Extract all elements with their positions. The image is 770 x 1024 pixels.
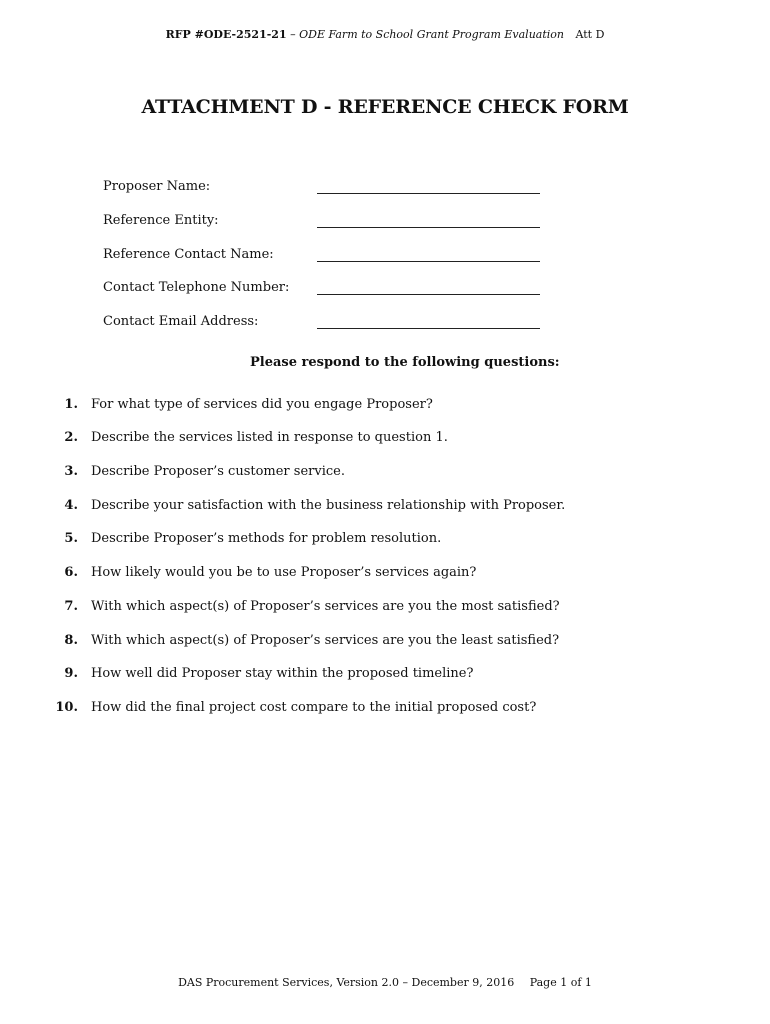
page-title: ATTACHMENT D - REFERENCE CHECK FORM [141, 96, 629, 118]
question-text: Describe Proposer’s methods for problem resolution. [91, 531, 442, 546]
field-label: Contact Email Address: [103, 314, 259, 329]
question-item [50, 700, 740, 720]
blank-line [317, 261, 540, 262]
field-label: Contact Telephone Number: [103, 280, 290, 295]
question-item [50, 498, 740, 518]
attachment-label: Att D [575, 28, 605, 41]
question-text: Describe the services listed in response to question 1. [91, 430, 448, 445]
page-number: Page 1 of 1 [529, 976, 592, 989]
question-item [50, 633, 740, 653]
question-number: 7. [64, 599, 78, 614]
blank-line [317, 328, 540, 329]
field-proposer-name [103, 179, 543, 199]
question-number: 5. [64, 531, 78, 546]
field-label: Proposer Name: [103, 179, 211, 194]
page-header [0, 28, 770, 41]
blank-line [317, 227, 540, 228]
question-item [50, 599, 740, 619]
question-number: 4. [64, 498, 78, 513]
question-item [50, 464, 740, 484]
question-item [50, 565, 740, 585]
question-number: 2. [64, 430, 78, 445]
question-number: 1. [64, 397, 78, 412]
question-number: 3. [64, 464, 78, 479]
question-text: How did the final project cost compare to the initial proposed cost? [91, 700, 537, 715]
question-item [50, 666, 740, 686]
question-number: 8. [64, 633, 78, 648]
blank-line [317, 193, 540, 194]
program-name: – ODE Farm to School Grant Program Evaluation [290, 28, 564, 41]
question-item [50, 397, 740, 417]
question-number: 10. [55, 700, 78, 715]
question-text: How likely would you be to use Proposer’s services again? [91, 565, 477, 580]
page-footer [0, 976, 770, 989]
rfp-number: RFP #ODE-2521-21 [165, 28, 287, 41]
question-text: Describe your satisfaction with the business relationship with Proposer. [91, 498, 566, 513]
field-reference-contact-name [103, 247, 543, 267]
question-text: With which aspect(s) of Proposer’s services are you the most satisfied? [91, 599, 560, 614]
version-info: DAS Procurement Services, Version 2.0 – December 9, 2016 [178, 976, 515, 989]
question-text: Describe Proposer’s customer service. [91, 464, 345, 479]
field-label: Reference Entity: [103, 213, 219, 228]
field-label: Reference Contact Name: [103, 247, 274, 262]
field-contact-email [103, 314, 543, 334]
question-text: How well did Proposer stay within the proposed timeline? [91, 666, 474, 681]
questions-prompt: Please respond to the following questions: [250, 355, 560, 370]
field-contact-telephone [103, 280, 543, 300]
question-text: With which aspect(s) of Proposer’s services are you the least satisfied? [91, 633, 560, 648]
question-text: For what type of services did you engage Proposer? [91, 397, 433, 412]
blank-line [317, 294, 540, 295]
question-number: 9. [64, 666, 78, 681]
question-item [50, 430, 740, 450]
question-number: 6. [64, 565, 78, 580]
question-item [50, 531, 740, 551]
field-reference-entity [103, 213, 543, 233]
